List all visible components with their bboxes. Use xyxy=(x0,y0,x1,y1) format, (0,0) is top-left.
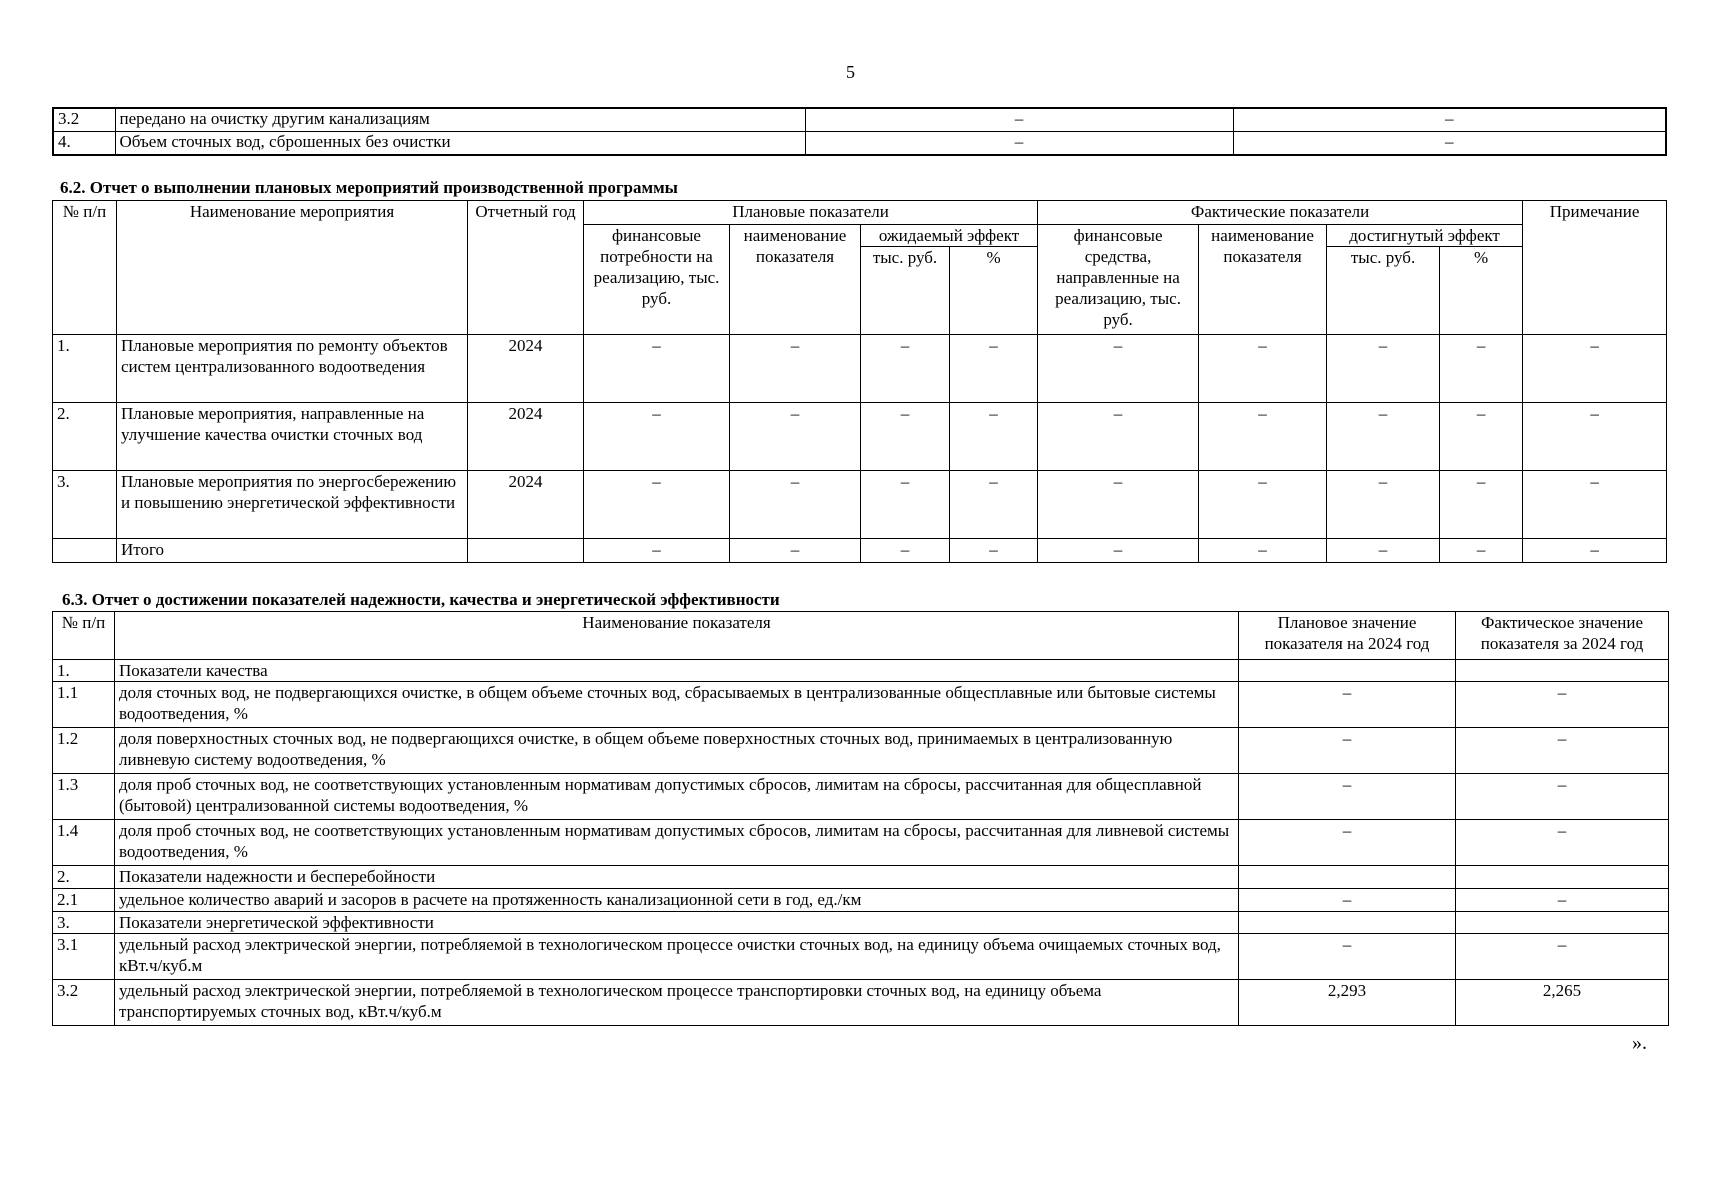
actual-value: – xyxy=(1233,132,1666,156)
cell-value: – xyxy=(1327,539,1440,563)
row-name: передано на очистку другим канализациям xyxy=(115,108,805,132)
indicator-name: Показатели качества xyxy=(115,660,1239,682)
table-row xyxy=(53,108,1666,132)
cell-value: – xyxy=(1440,335,1523,403)
table-row xyxy=(53,471,1667,539)
header-fin-directed: финансовые средства, направленные на реализацию, тыс. руб. xyxy=(1038,225,1199,335)
row-number: 2.1 xyxy=(53,889,115,912)
row-number: 3. xyxy=(53,471,117,539)
total-row xyxy=(53,539,1667,563)
indicator-name: удельный расход электрической энергии, потребляемой в технологическом процессе очистки сточных вод, на единицу объема очищаемых сточных вод, кВт.ч/куб.м xyxy=(115,934,1239,980)
cell-value: – xyxy=(1440,471,1523,539)
cell-value: – xyxy=(1440,539,1523,563)
indicator-name: удельный расход электрической энергии, потребляемой в технологическом процессе транспортировки сточных вод, на единицу объема транспортируемых сточных вод, кВт.ч/куб.м xyxy=(115,980,1239,1026)
cell-value: – xyxy=(1038,539,1199,563)
actual-value: – xyxy=(1233,108,1666,132)
header-indicator-name: Наименование показателя xyxy=(115,612,1239,660)
fact-value: 2,265 xyxy=(1456,980,1669,1026)
plan-value: – xyxy=(1239,682,1456,728)
table-row xyxy=(53,132,1666,156)
fact-value xyxy=(1456,660,1669,682)
fact-value: – xyxy=(1456,682,1669,728)
row-number: 3.2 xyxy=(53,980,115,1026)
cell-value: – xyxy=(861,471,950,539)
closing-quote-mark: ». xyxy=(1632,1032,1647,1054)
header-indicator-name-actual: наименование показателя xyxy=(1199,225,1327,335)
indicator-name: Показатели энергетической эффективности xyxy=(115,912,1239,934)
indicator-name: удельное количество аварий и засоров в расчете на протяженность канализационной сети в год, ед./км xyxy=(115,889,1239,912)
cell-value: – xyxy=(950,539,1038,563)
table-row xyxy=(53,335,1667,403)
header-thousand-rub-actual: тыс. руб. xyxy=(1327,247,1440,335)
header-num: № п/п xyxy=(53,201,117,335)
cell-value: – xyxy=(950,335,1038,403)
indicator-name: доля поверхностных сточных вод, не подвергающихся очистке, в общем объеме поверхностных сточных вод, принимаемых в централизованную ливневую систему водоотведения, % xyxy=(115,728,1239,774)
plan-value xyxy=(1239,866,1456,889)
cell-value: – xyxy=(1523,403,1667,471)
cell-value: – xyxy=(1038,335,1199,403)
header-percent-actual: % xyxy=(1440,247,1523,335)
header-thousand-rub: тыс. руб. xyxy=(861,247,950,335)
header-fin-needs: финансовые потребности на реализацию, тыс. руб. xyxy=(584,225,730,335)
table-row xyxy=(53,403,1667,471)
report-year xyxy=(468,539,584,563)
header-actual: Фактические показатели xyxy=(1038,201,1523,225)
planned-value: – xyxy=(805,132,1233,156)
plan-value: – xyxy=(1239,934,1456,980)
table-row xyxy=(53,820,1669,866)
cell-value: – xyxy=(861,403,950,471)
report-year: 2024 xyxy=(468,403,584,471)
indicator-name: доля сточных вод, не подвергающихся очистке, в общем объеме сточных вод, сбрасываемых в централизованные общесплавные или бытовые системы водоотведения, % xyxy=(115,682,1239,728)
plan-value: – xyxy=(1239,774,1456,820)
activity-name: Плановые мероприятия, направленные на улучшение качества очистки сточных вод xyxy=(117,403,468,471)
header-planned: Плановые показатели xyxy=(584,201,1038,225)
header-num: № п/п xyxy=(53,612,115,660)
top-continuation-table xyxy=(52,107,1667,156)
header-percent: % xyxy=(950,247,1038,335)
page-number: 5 xyxy=(846,62,855,82)
row-number: 1. xyxy=(53,660,115,682)
plan-value: 2,293 xyxy=(1239,980,1456,1026)
cell-value: – xyxy=(1523,335,1667,403)
cell-value: – xyxy=(861,539,950,563)
plan-value xyxy=(1239,660,1456,682)
indicator-name: доля проб сточных вод, не соответствующих установленным нормативам допустимых сбросов, лимитам на сбросы, рассчитанная для ливневой системы водоотведения, % xyxy=(115,820,1239,866)
row-number: 2. xyxy=(53,403,117,471)
table-row xyxy=(53,682,1669,728)
planned-activities-table xyxy=(52,200,1667,563)
section-heading-6-3: 6.3. Отчет о достижении показателей надежности, качества и энергетической эффективности xyxy=(62,590,780,609)
fact-value: – xyxy=(1456,889,1669,912)
cell-value: – xyxy=(584,471,730,539)
cell-value: – xyxy=(730,335,861,403)
fact-value: – xyxy=(1456,728,1669,774)
header-year: Отчетный год xyxy=(468,201,584,335)
planned-value: – xyxy=(805,108,1233,132)
row-number: 4. xyxy=(53,132,115,156)
section-row xyxy=(53,866,1669,889)
row-number: 2. xyxy=(53,866,115,889)
header-activity-name: Наименование мероприятия xyxy=(117,201,468,335)
activity-name: Плановые мероприятия по ремонту объектов систем централизованного водоотведения xyxy=(117,335,468,403)
cell-value: – xyxy=(1327,403,1440,471)
table-row xyxy=(53,889,1669,912)
header-achieved-effect: достигнутый эффект xyxy=(1327,225,1523,247)
cell-value: – xyxy=(1327,335,1440,403)
section-row xyxy=(53,912,1669,934)
plan-value: – xyxy=(1239,820,1456,866)
header-row xyxy=(53,201,1667,225)
cell-value: – xyxy=(584,403,730,471)
fact-value: – xyxy=(1456,774,1669,820)
header-expected-effect: ожидаемый эффект xyxy=(861,225,1038,247)
fact-value xyxy=(1456,866,1669,889)
indicators-table xyxy=(52,611,1669,1026)
row-number: 1.4 xyxy=(53,820,115,866)
cell-value: – xyxy=(1038,471,1199,539)
plan-value: – xyxy=(1239,728,1456,774)
fact-value xyxy=(1456,912,1669,934)
activity-name: Плановые мероприятия по энергосбережению и повышению энергетической эффективности xyxy=(117,471,468,539)
header-row xyxy=(53,612,1669,660)
cell-value: – xyxy=(584,539,730,563)
cell-value: – xyxy=(1523,471,1667,539)
cell-value: – xyxy=(1199,471,1327,539)
plan-value xyxy=(1239,912,1456,934)
fact-value: – xyxy=(1456,820,1669,866)
row-name: Объем сточных вод, сброшенных без очистки xyxy=(115,132,805,156)
table-row xyxy=(53,980,1669,1026)
row-number: 1.2 xyxy=(53,728,115,774)
header-fact-value: Фактическое значение показателя за 2024 год xyxy=(1456,612,1669,660)
indicator-name: доля проб сточных вод, не соответствующих установленным нормативам допустимых сбросов, лимитам на сбросы, рассчитанная для общесплавной (бытовой) централизованной системы водоотведения, % xyxy=(115,774,1239,820)
row-number: 1.3 xyxy=(53,774,115,820)
cell-value: – xyxy=(730,403,861,471)
cell-value: – xyxy=(1199,539,1327,563)
row-number: 3. xyxy=(53,912,115,934)
report-year: 2024 xyxy=(468,471,584,539)
section-row xyxy=(53,660,1669,682)
section-heading-6-2: 6.2. Отчет о выполнении плановых мероприятий производственной программы xyxy=(60,178,678,197)
cell-value: – xyxy=(1440,403,1523,471)
report-year: 2024 xyxy=(468,335,584,403)
indicator-name: Показатели надежности и бесперебойности xyxy=(115,866,1239,889)
row-number: 3.2 xyxy=(53,108,115,132)
cell-value: – xyxy=(950,471,1038,539)
cell-value: – xyxy=(950,403,1038,471)
row-number: 3.1 xyxy=(53,934,115,980)
table-row xyxy=(53,934,1669,980)
cell-value: – xyxy=(584,335,730,403)
cell-value: – xyxy=(861,335,950,403)
cell-value: – xyxy=(730,471,861,539)
cell-value: – xyxy=(1327,471,1440,539)
header-note: Примечание xyxy=(1523,201,1667,335)
table-row xyxy=(53,728,1669,774)
row-number: 1. xyxy=(53,335,117,403)
header-plan-value: Плановое значение показателя на 2024 год xyxy=(1239,612,1456,660)
row-number xyxy=(53,539,117,563)
total-label: Итого xyxy=(117,539,468,563)
fact-value: – xyxy=(1456,934,1669,980)
header-indicator-name: наименование показателя xyxy=(730,225,861,335)
cell-value: – xyxy=(1523,539,1667,563)
row-number: 1.1 xyxy=(53,682,115,728)
plan-value: – xyxy=(1239,889,1456,912)
cell-value: – xyxy=(1038,403,1199,471)
cell-value: – xyxy=(1199,403,1327,471)
cell-value: – xyxy=(730,539,861,563)
table-row xyxy=(53,774,1669,820)
cell-value: – xyxy=(1199,335,1327,403)
